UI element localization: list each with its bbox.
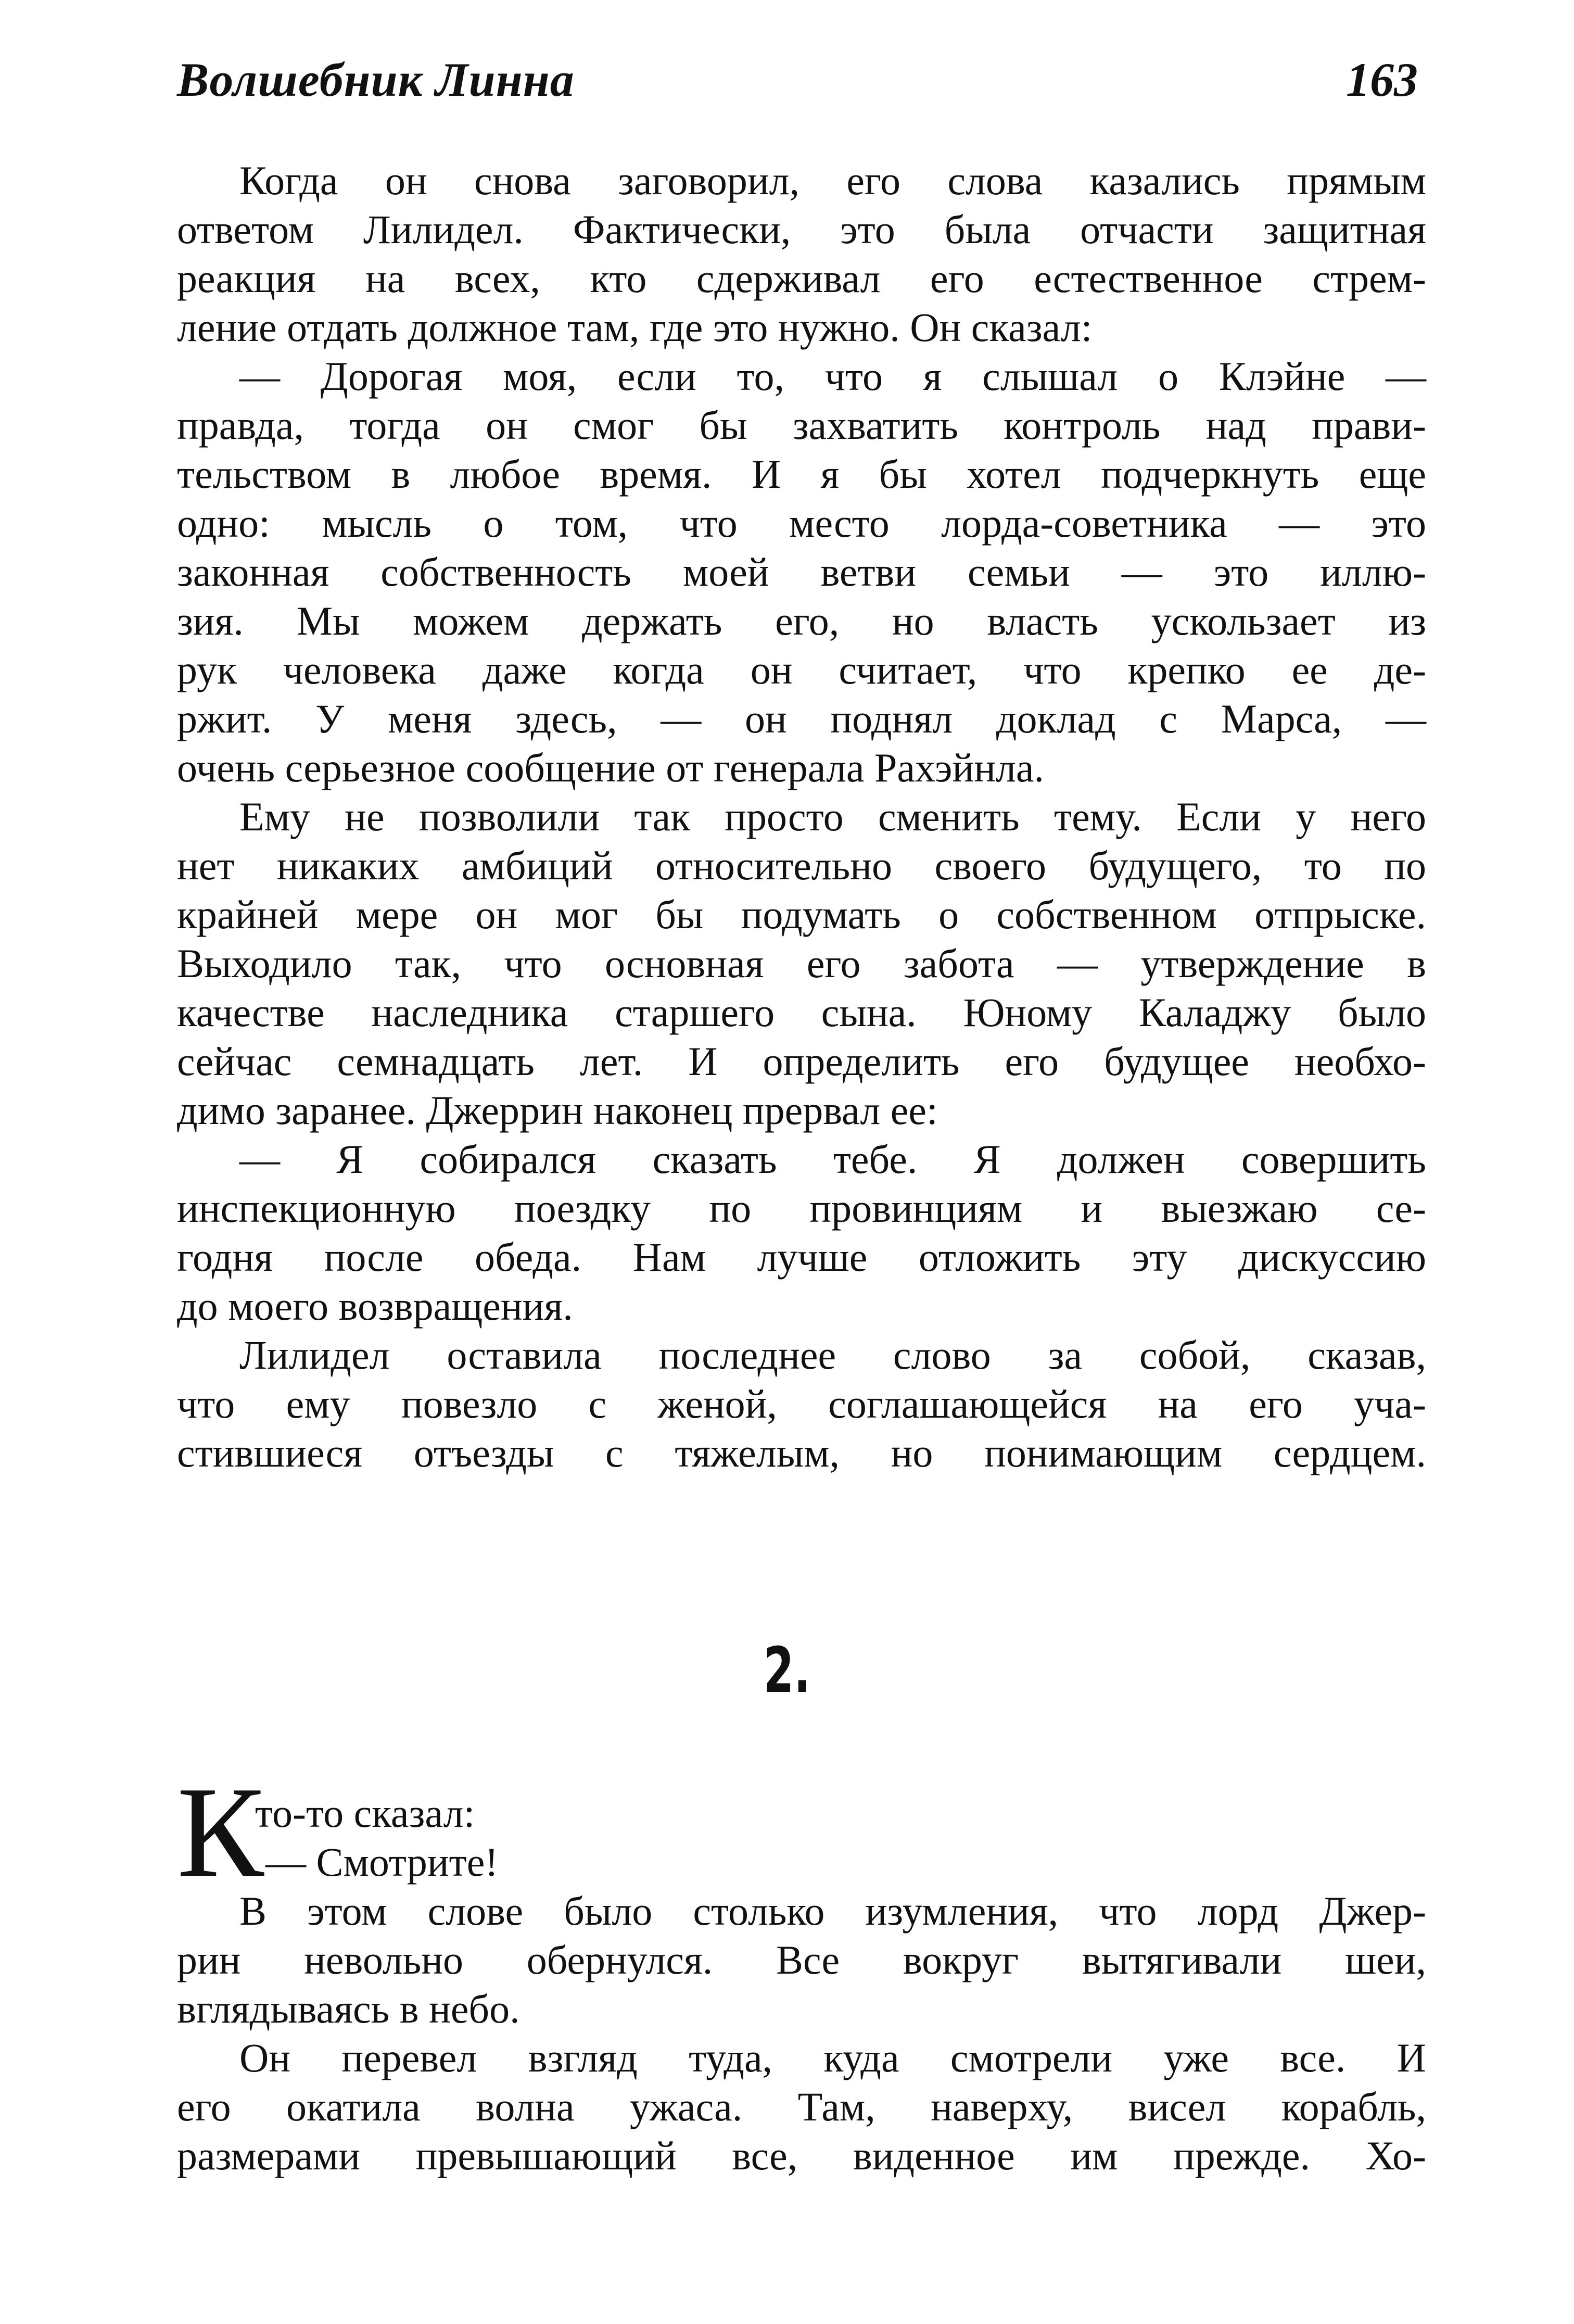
paragraph-5 <box>177 1331 1426 1477</box>
text-line: Лилидел оставила последнее слово за собой, сказав, <box>239 1332 1426 1378</box>
chapter-opening-line: то-то сказал: <box>255 1790 475 1836</box>
text-line: размерами превышающий все, виденное им прежде. Хо- <box>177 2133 1426 2178</box>
drop-cap: К <box>177 1760 264 1904</box>
paragraph-7 <box>177 2033 1426 2180</box>
paragraph-4 <box>177 1135 1426 1331</box>
text-line: димо заранее. Джеррин наконец прервал ее: <box>177 1088 938 1133</box>
text-line: реакция на всех, кто сдерживал его естественное стрем- <box>177 256 1426 301</box>
text-line: сейчас семнадцать лет. И определить его будущее необхо- <box>177 1039 1426 1084</box>
text-line: Ему не позволили так просто сменить тему. Если у него <box>239 794 1426 839</box>
text-line: В этом слове было столько изумления, что лорд Джер- <box>239 1888 1426 1934</box>
text-line: стившиеся отъезды с тяжелым, но понимающим сердцем. <box>177 1430 1426 1475</box>
text-line: зия. Мы можем держать его, но власть ускользает из <box>177 598 1426 643</box>
text-line: правда, тогда он смог бы захватить контроль над прави- <box>177 402 1426 448</box>
text-line: тельством в любое время. И я бы хотел подчеркнуть еще <box>177 451 1426 497</box>
text-line: рин невольно обернулся. Все вокруг вытягивали шеи, <box>177 1937 1426 1982</box>
text-line: — Я собирался сказать тебе. Я должен совершить <box>239 1136 1426 1182</box>
text-line: Он перевел взгляд туда, куда смотрели уже все. И <box>239 2035 1426 2080</box>
paragraph-6 <box>177 1887 1426 2033</box>
text-line: очень серьезное сообщение от генерала Рахэйнла. <box>177 745 1045 790</box>
text-line: инспекционную поездку по провинциям и выезжаю се- <box>177 1185 1426 1231</box>
text-line: ответом Лилидел. Фактически, это была отчасти защитная <box>177 207 1426 252</box>
text-line: Когда он снова заговорил, его слова казались прямым <box>239 158 1426 203</box>
text-line: качестве наследника старшего сына. Юному Каладжу было <box>177 990 1426 1035</box>
text-line: ржит. У меня здесь, — он поднял доклад с Марса, — <box>177 696 1426 741</box>
text-line: — Дорогая моя, если то, что я слышал о Клэйне — <box>239 353 1426 399</box>
running-title: Волшебник Линна <box>177 53 575 106</box>
text-line: его окатила волна ужаса. Там, наверху, висел корабль, <box>177 2084 1426 2129</box>
paragraph-2 <box>177 352 1426 792</box>
text-line: до моего возвращения. <box>177 1283 573 1329</box>
text-line: вглядываясь в небо. <box>177 1986 520 2031</box>
text-line: законная собственность моей ветви семьи — это иллю- <box>177 549 1426 595</box>
text-line: ление отдать должное там, где это нужно. Он сказал: <box>177 305 1093 350</box>
page-number: 163 <box>1346 53 1418 106</box>
text-line: что ему повезло с женой, соглашающейся на его уча- <box>177 1381 1426 1426</box>
text-line: Выходило так, что основная его забота — утверждение в <box>177 941 1426 986</box>
text-line: одно: мысль о том, что место лорда-советника — это <box>177 500 1426 546</box>
text-line: крайней мере он мог бы подумать о собственном отпрыске. <box>177 892 1426 937</box>
paragraph-1 <box>177 156 1426 352</box>
chapter-number: 2. <box>763 1635 811 1707</box>
text-line: рук человека даже когда он считает, что крепко ее де- <box>177 647 1426 692</box>
paragraph-3 <box>177 792 1426 1135</box>
chapter-opening-line: — Смотрите! <box>265 1839 499 1885</box>
text-line: нет никаких амбиций относительно своего будущего, то по <box>177 843 1426 888</box>
text-line: годня после обеда. Нам лучше отложить эту дискуссию <box>177 1234 1426 1280</box>
